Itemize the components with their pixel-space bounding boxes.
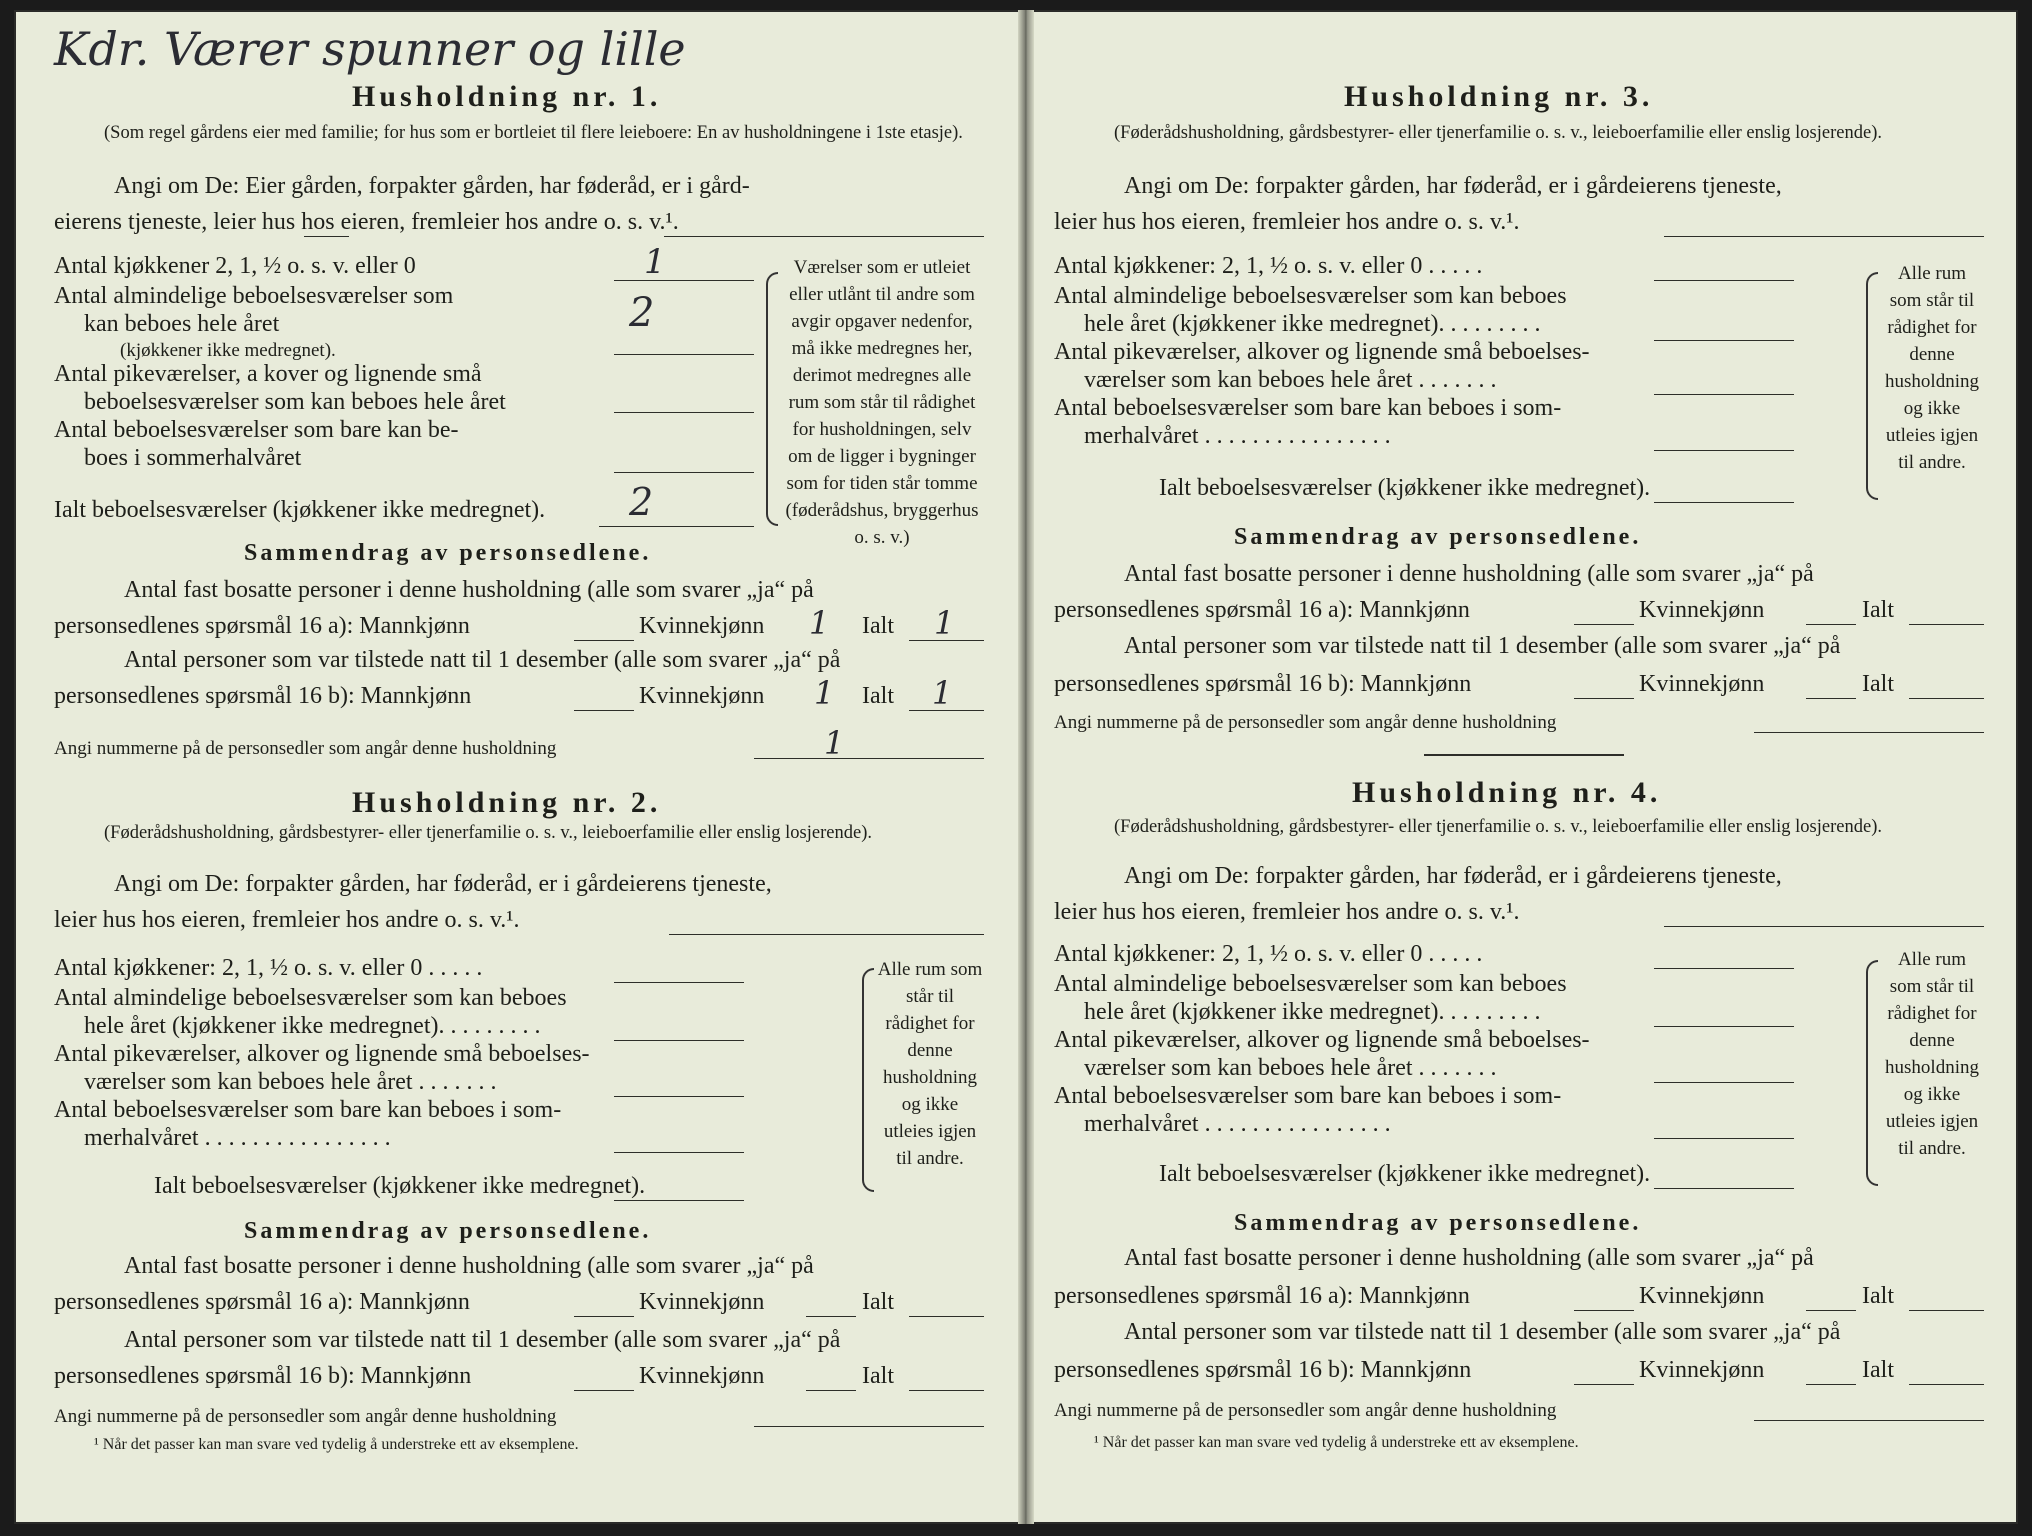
h4-angi-1: Angi om De: forpakter gården, har føderåd, er i gårdeierens tjeneste, bbox=[1124, 863, 1782, 889]
h3-line-a bbox=[1654, 280, 1794, 281]
h1-total: Ialt beboelsesværelser (kjøkkener ikke medregnet). bbox=[54, 497, 546, 523]
h4-til-2: personsedlenes spørsmål 16 b): Mannkjønn bbox=[1054, 1357, 1472, 1383]
h3-line-c bbox=[1654, 394, 1794, 395]
h1-rooms-1: Antal almindelige beboelsesværelser som bbox=[54, 283, 454, 309]
h2-nummer: Angi nummerne på de personsedler som angår denne husholdning bbox=[54, 1406, 557, 1427]
h2-fast-1: Antal fast bosatte personer i denne husholdning (alle som svarer „ja“ på bbox=[124, 1253, 814, 1279]
h1-til-1: Antal personer som var tilstede natt til 1 desember (alle som svarer „ja“ på bbox=[124, 647, 841, 673]
h2-line-c bbox=[614, 1096, 744, 1097]
right-page bbox=[1054, 10, 1984, 1524]
left-page bbox=[54, 10, 984, 1524]
scanned-form bbox=[14, 10, 2018, 1524]
h2-total: Ialt beboelsesværelser (kjøkkener ikke medregnet). bbox=[154, 1173, 646, 1199]
h2-line-b bbox=[614, 1040, 744, 1041]
h2-line-d bbox=[614, 1152, 744, 1153]
h3-angi-line bbox=[1664, 236, 1984, 237]
h3-til-2: personsedlenes spørsmål 16 b): Mannkjønn bbox=[1054, 671, 1472, 697]
h1-til-2: personsedlenes spørsmål 16 b): Mannkjønn bbox=[54, 683, 472, 709]
h4-fast-k-line bbox=[1806, 1310, 1856, 1311]
h3-fast-k-line bbox=[1806, 624, 1856, 625]
h3-til-kvinne: Kvinnekjønn bbox=[1639, 671, 1765, 697]
h2-sum-title: Sammendrag av personsedlene. bbox=[244, 1218, 652, 1244]
h2-nummer-line bbox=[754, 1426, 984, 1427]
h3-note: (Føderådshusholdning, gårdsbestyrer- eller tjenerfamilie o. s. v., leieboerfamilie eller enslig losjerende). bbox=[1114, 123, 1882, 143]
h3-til-1: Antal personer som var tilstede natt til 1 desember (alle som svarer „ja“ på bbox=[1124, 633, 1841, 659]
h1-til-k-value: 1 bbox=[814, 674, 835, 712]
h3-small-1: Antal pikeværelser, alkover og lignende små beboelses- bbox=[1054, 339, 1590, 365]
h4-total: Ialt beboelsesværelser (kjøkkener ikke medregnet). bbox=[1159, 1161, 1651, 1187]
h1-fast-i-line bbox=[909, 640, 984, 641]
h3-small-2: værelser som kan beboes hele året . . . . . . . bbox=[1084, 367, 1497, 393]
h1-title: Husholdning nr. 1. bbox=[352, 80, 662, 113]
h1-til-i-value: 1 bbox=[932, 674, 953, 712]
h4-note: (Føderådshusholdning, gårdsbestyrer- eller tjenerfamilie o. s. v., leieboerfamilie eller enslig losjerende). bbox=[1114, 817, 1882, 837]
h2-til-i-line bbox=[909, 1390, 984, 1391]
h4-title: Husholdning nr. 4. bbox=[1352, 776, 1662, 809]
h2-fast-i-line bbox=[909, 1316, 984, 1317]
h2-fast-k-line bbox=[806, 1316, 856, 1317]
h3-fast-m-line bbox=[1574, 624, 1634, 625]
h4-summer-2: merhalvåret . . . . . . . . . . . . . . . . bbox=[1084, 1111, 1391, 1137]
h2-line-a bbox=[614, 982, 744, 983]
h3-line-e bbox=[1654, 502, 1794, 503]
h1-fast-ialt: Ialt bbox=[862, 613, 894, 639]
h1-small-1: Antal pikeværelser, a kover og lignende små bbox=[54, 361, 482, 387]
h1-kitchens-value: 1 bbox=[644, 242, 666, 282]
h4-summer-1: Antal beboelsesværelser som bare kan beboes i som- bbox=[1054, 1083, 1562, 1109]
h2-fast-m-line bbox=[574, 1316, 634, 1317]
h2-angi-2: leier hus hos eieren, fremleier hos andre o. s. v.¹. bbox=[54, 907, 520, 933]
h2-fast-2: personsedlenes spørsmål 16 a): Mannkjønn bbox=[54, 1289, 470, 1315]
h2-brace bbox=[862, 968, 874, 1192]
h4-rooms-1: Antal almindelige beboelsesværelser som kan beboes bbox=[1054, 971, 1567, 997]
h3-kitchens: Antal kjøkkener: 2, 1, ½ o. s. v. eller 0 . . . . . bbox=[1054, 253, 1483, 279]
h1-line-c bbox=[614, 412, 754, 413]
h1-til-ialt: Ialt bbox=[862, 683, 894, 709]
h1-line-b bbox=[614, 354, 754, 355]
h3-fast-i-line bbox=[1909, 624, 1984, 625]
h2-fast-ialt: Ialt bbox=[862, 1289, 894, 1315]
h4-til-1: Antal personer som var tilstede natt til 1 desember (alle som svarer „ja“ på bbox=[1124, 1319, 1841, 1345]
h3-summer-1: Antal beboelsesværelser som bare kan beboes i som- bbox=[1054, 395, 1562, 421]
h3-line-d bbox=[1654, 450, 1794, 451]
h2-kitchens: Antal kjøkkener: 2, 1, ½ o. s. v. eller 0 . . . . . bbox=[54, 955, 483, 981]
section-divider bbox=[1424, 754, 1624, 756]
h1-side-note: Værelser som er utleiet eller utlånt til andre som avgir opgaver nedenfor, må ikke medregnes her, derimot medregnes alle rum som står til rådighet for husholdningen, selv om de ligger i bygninger som for tiden står tomme (føderådshus, bryggerhus o. s. v.) bbox=[785, 257, 979, 548]
h4-small-1: Antal pikeværelser, alkover og lignende små beboelses- bbox=[1054, 1027, 1590, 1053]
h4-line-c bbox=[1654, 1082, 1794, 1083]
h4-til-k-line bbox=[1806, 1384, 1856, 1385]
h1-rooms-3: (kjøkkener ikke medregnet). bbox=[120, 340, 336, 361]
h3-title: Husholdning nr. 3. bbox=[1344, 80, 1654, 113]
h3-fast-1: Antal fast bosatte personer i denne husholdning (alle som svarer „ja“ på bbox=[1124, 561, 1814, 587]
h3-rooms-1: Antal almindelige beboelsesværelser som kan beboes bbox=[1054, 283, 1567, 309]
h4-line-e bbox=[1654, 1188, 1794, 1189]
h3-line-b bbox=[1654, 340, 1794, 341]
h4-fast-i-line bbox=[1909, 1310, 1984, 1311]
h1-summer-2: boes i sommerhalvåret bbox=[84, 445, 302, 471]
h3-til-k-line bbox=[1806, 698, 1856, 699]
h2-small-1: Antal pikeværelser, alkover og lignende små beboelses- bbox=[54, 1041, 590, 1067]
h1-line-a bbox=[614, 280, 754, 281]
h4-til-ialt: Ialt bbox=[1862, 1357, 1894, 1383]
h2-angi-1: Angi om De: forpakter gården, har føderåd, er i gårdeierens tjeneste, bbox=[114, 871, 772, 897]
h1-angi-1: Angi om De: Eier gården, forpakter gården, har føderåd, er i gård- bbox=[114, 173, 750, 199]
h4-side-note: Alle rum som står til rådighet for denne husholdning og ikke utleies igjen til andre. bbox=[1885, 949, 1979, 1159]
h3-brace bbox=[1866, 272, 1878, 500]
h3-angi-2: leier hus hos eieren, fremleier hos andre o. s. v.¹. bbox=[1054, 209, 1520, 235]
h4-fast-1: Antal fast bosatte personer i denne husholdning (alle som svarer „ja“ på bbox=[1124, 1245, 1814, 1271]
h4-brace bbox=[1866, 960, 1878, 1186]
h1-angi-2: eierens tjeneste, leier hus hos eieren, fremleier hos andre o. s. v.¹. bbox=[54, 209, 679, 235]
h4-nummer-line bbox=[1754, 1420, 1984, 1421]
h1-summer-1: Antal beboelsesværelser som bare kan be- bbox=[54, 417, 459, 443]
h1-small-2: beboelsesværelser som kan beboes hele året bbox=[84, 389, 506, 415]
h1-til-i-line bbox=[909, 710, 984, 711]
h3-rooms-2: hele året (kjøkkener ikke medregnet). . . . . . . . . bbox=[1084, 311, 1541, 337]
h1-nummer: Angi nummerne på de personsedler som angår denne husholdning bbox=[54, 738, 557, 759]
h1-leier-underline bbox=[304, 236, 349, 237]
footnote-left: ¹ Når det passer kan man svare ved tydelig å understreke ett av eksemplene. bbox=[94, 1436, 579, 1453]
h3-fast-2: personsedlenes spørsmål 16 a): Mannkjønn bbox=[1054, 597, 1470, 623]
h4-small-2: værelser som kan beboes hele året . . . . . . . bbox=[1084, 1055, 1497, 1081]
h2-note: (Føderådshusholdning, gårdsbestyrer- eller tjenerfamilie o. s. v., leieboerfamilie eller enslig losjerende). bbox=[104, 823, 872, 843]
h1-brace bbox=[766, 272, 778, 526]
handwritten-note: Kdr. Værer spunner og lille bbox=[54, 22, 686, 76]
h3-sum-title: Sammendrag av personsedlene. bbox=[1234, 524, 1642, 550]
h4-line-d bbox=[1654, 1138, 1794, 1139]
h4-til-kvinne: Kvinnekjønn bbox=[1639, 1357, 1765, 1383]
h1-total-value: 2 bbox=[629, 480, 654, 524]
h2-summer-2: merhalvåret . . . . . . . . . . . . . . . . bbox=[84, 1125, 391, 1151]
h1-line-d bbox=[614, 472, 754, 473]
h4-fast-2: personsedlenes spørsmål 16 a): Mannkjønn bbox=[1054, 1283, 1470, 1309]
h2-side-note: Alle rum som står til rådighet for denne husholdning og ikke utleies igjen til andre. bbox=[877, 959, 983, 1169]
h2-rooms-1: Antal almindelige beboelsesværelser som kan beboes bbox=[54, 985, 567, 1011]
h4-angi-2: leier hus hos eieren, fremleier hos andre o. s. v.¹. bbox=[1054, 899, 1520, 925]
h2-til-m-line bbox=[574, 1390, 634, 1391]
h2-line-e bbox=[614, 1200, 744, 1201]
h3-nummer: Angi nummerne på de personsedler som angår denne husholdning bbox=[1054, 712, 1557, 733]
h1-kitchens: Antal kjøkkener 2, 1, ½ o. s. v. eller 0 bbox=[54, 253, 416, 279]
h2-small-2: værelser som kan beboes hele året . . . . . . . bbox=[84, 1069, 497, 1095]
h1-nummer-line bbox=[754, 758, 984, 759]
h4-line-b bbox=[1654, 1026, 1794, 1027]
h1-fast-k-value: 1 bbox=[809, 604, 830, 642]
h4-angi-line bbox=[1664, 926, 1984, 927]
h3-til-i-line bbox=[1909, 698, 1984, 699]
h4-rooms-2: hele året (kjøkkener ikke medregnet). . . . . . . . . bbox=[1084, 999, 1541, 1025]
h3-nummer-line bbox=[1754, 732, 1984, 733]
h1-angi-line bbox=[664, 236, 984, 237]
h3-total: Ialt beboelsesværelser (kjøkkener ikke medregnet). bbox=[1159, 475, 1651, 501]
h3-side-note: Alle rum som står til rådighet for denne husholdning og ikke utleies igjen til andre. bbox=[1885, 263, 1979, 473]
h2-summer-1: Antal beboelsesværelser som bare kan beboes i som- bbox=[54, 1097, 562, 1123]
h1-line-e bbox=[599, 526, 754, 527]
h2-fast-kvinne: Kvinnekjønn bbox=[639, 1289, 765, 1315]
h1-fast-2: personsedlenes spørsmål 16 a): Mannkjønn bbox=[54, 613, 470, 639]
h2-til-kvinne: Kvinnekjønn bbox=[639, 1363, 765, 1389]
h3-fast-ialt: Ialt bbox=[1862, 597, 1894, 623]
h4-fast-m-line bbox=[1574, 1310, 1634, 1311]
h4-line-a bbox=[1654, 968, 1794, 969]
h4-til-i-line bbox=[1909, 1384, 1984, 1385]
h3-summer-2: merhalvåret . . . . . . . . . . . . . . . . bbox=[1084, 423, 1391, 449]
footnote-right: ¹ Når det passer kan man svare ved tydelig å understreke ett av eksemplene. bbox=[1094, 1434, 1579, 1451]
h3-til-ialt: Ialt bbox=[1862, 671, 1894, 697]
h2-rooms-2: hele året (kjøkkener ikke medregnet). . . . . . . . . bbox=[84, 1013, 541, 1039]
h4-kitchens: Antal kjøkkener: 2, 1, ½ o. s. v. eller 0 . . . . . bbox=[1054, 941, 1483, 967]
h4-fast-ialt: Ialt bbox=[1862, 1283, 1894, 1309]
h2-til-2: personsedlenes spørsmål 16 b): Mannkjønn bbox=[54, 1363, 472, 1389]
h1-fast-i-value: 1 bbox=[934, 604, 955, 642]
h1-til-m-line bbox=[574, 710, 634, 711]
h1-rooms-value: 2 bbox=[629, 290, 655, 336]
h4-sum-title: Sammendrag av personsedlene. bbox=[1234, 1210, 1642, 1236]
h1-fast-m-line bbox=[574, 640, 634, 641]
h2-angi-line bbox=[669, 934, 984, 935]
h2-til-ialt: Ialt bbox=[862, 1363, 894, 1389]
h3-fast-kvinne: Kvinnekjønn bbox=[1639, 597, 1765, 623]
h4-nummer: Angi nummerne på de personsedler som angår denne husholdning bbox=[1054, 1400, 1557, 1421]
h1-nummer-value: 1 bbox=[824, 724, 845, 762]
h4-fast-kvinne: Kvinnekjønn bbox=[1639, 1283, 1765, 1309]
h1-fast-kvinne: Kvinnekjønn bbox=[639, 613, 765, 639]
h1-rooms-2: kan beboes hele året bbox=[84, 311, 280, 337]
h3-angi-1: Angi om De: forpakter gården, har føderåd, er i gårdeierens tjeneste, bbox=[1124, 173, 1782, 199]
h1-fast-1: Antal fast bosatte personer i denne husholdning (alle som svarer „ja“ på bbox=[124, 577, 814, 603]
h2-til-1: Antal personer som var tilstede natt til 1 desember (alle som svarer „ja“ på bbox=[124, 1327, 841, 1353]
page-fold bbox=[1018, 10, 1034, 1524]
h2-title: Husholdning nr. 2. bbox=[352, 786, 662, 819]
h3-til-m-line bbox=[1574, 698, 1634, 699]
h2-til-k-line bbox=[806, 1390, 856, 1391]
h1-note: (Som regel gårdens eier med familie; for hus som er bortleiet til flere leieboere: En av husholdningene i 1ste etasje). bbox=[104, 123, 963, 143]
h4-til-m-line bbox=[1574, 1384, 1634, 1385]
h1-sum-title: Sammendrag av personsedlene. bbox=[244, 540, 652, 566]
h1-til-kvinne: Kvinnekjønn bbox=[639, 683, 765, 709]
